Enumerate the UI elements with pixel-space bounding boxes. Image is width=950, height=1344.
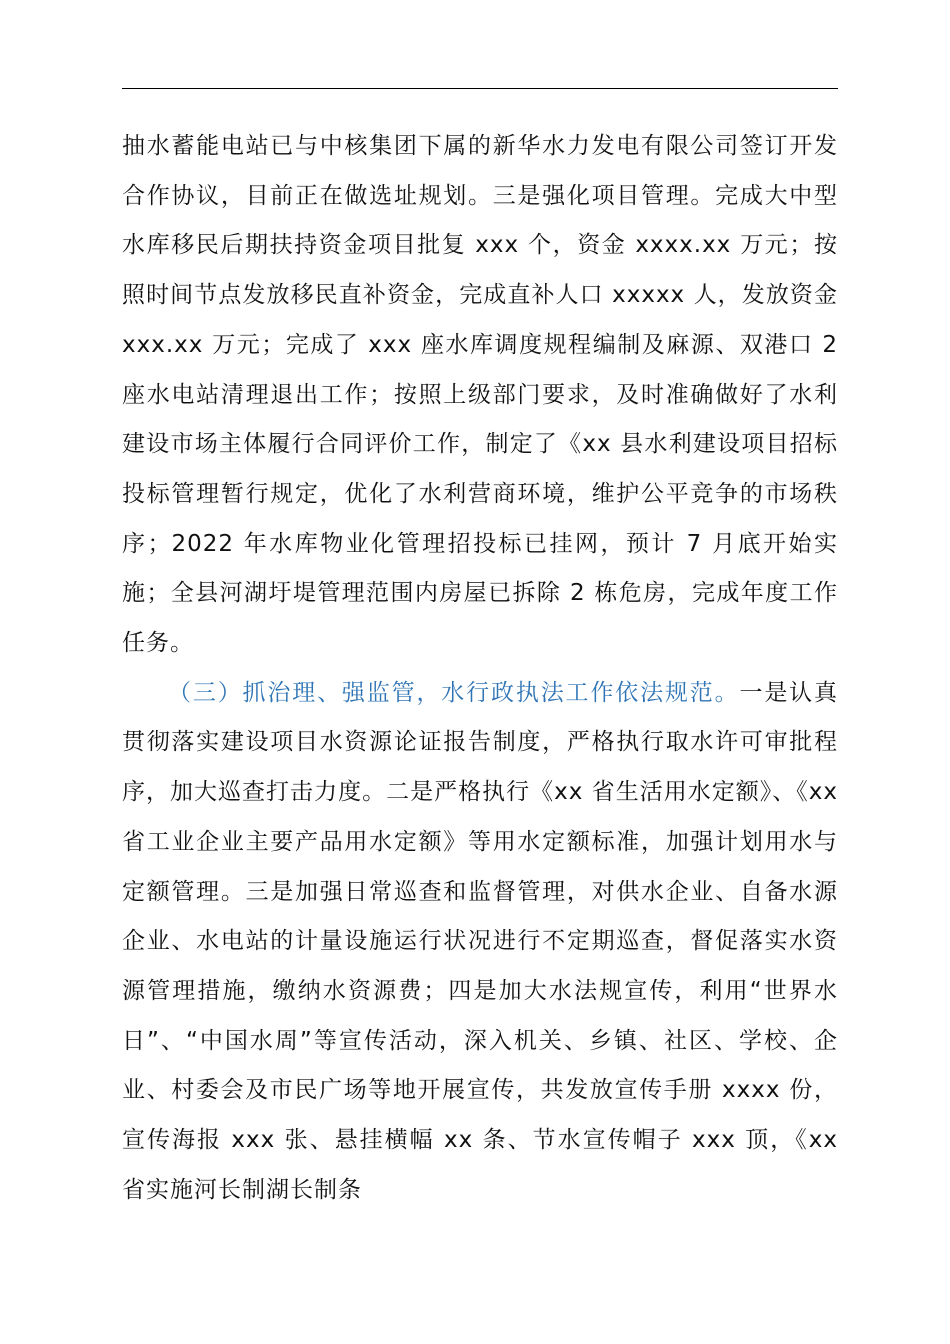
section-3-heading: （三）抓治理、强监管，水行政执法工作依法规范。 xyxy=(168,679,740,706)
document-body xyxy=(122,122,838,1215)
header-rule xyxy=(122,88,838,89)
section-3-body: 一是认真贯彻落实建设项目水资源论证报告制度，严格执行取水许可审批程序，加大巡查打击力度。二是严格执行《xx 省生活用水定额》、《xx 省工业企业主要产品用水定额》等用水定额标准，加强计划用水与定额管理。三是加强日常巡查和监督管理，对供水企业、自备水源企业、水电站的计量设施运行状况进行不定期巡查，督促落实水资源管理措施，缴纳水资源费；四是加大水法规宣传，利用“世界水日”、“中国水周”等宣传活动，深入机关、乡镇、社区、学校、企业、村委会及市民广场等地开展宣传，共发放宣传手册 xxxx 份，宣传海报 xxx 张、悬挂横幅 xx 条、节水宣传帽子 xxx 顶，《xx 省实施河长制湖长制条 xyxy=(122,679,839,1203)
paragraph-continuation: 抽水蓄能电站已与中核集团下属的新华水力发电有限公司签订开发合作协议，目前正在做选址规划。三是强化项目管理。完成大中型水库移民后期扶持资金项目批复 xxx 个，资金 xxxx.xx 万元；按照时间节点发放移民直补资金，完成直补人口 xxxxx 人，发放资金 xxx.xx 万元；完成了 xxx 座水库调度规程编制及麻源、双港口 2 座水电站清理退出工作；按照上级部门要求，及时准确做好了水利建设市场主体履行合同评价工作，制定了《xx 县水利建设项目招标投标管理暂行规定，优化了水利营商环境，维护公平竞争的市场秩序；2022 年水库物业化管理招投标已挂网，预计 7 月底开始实施；全县河湖圩堤管理范围内房屋已拆除 2 栋危房，完成年度工作任务。 xyxy=(122,133,838,657)
section-3-paragraph xyxy=(122,669,838,1216)
